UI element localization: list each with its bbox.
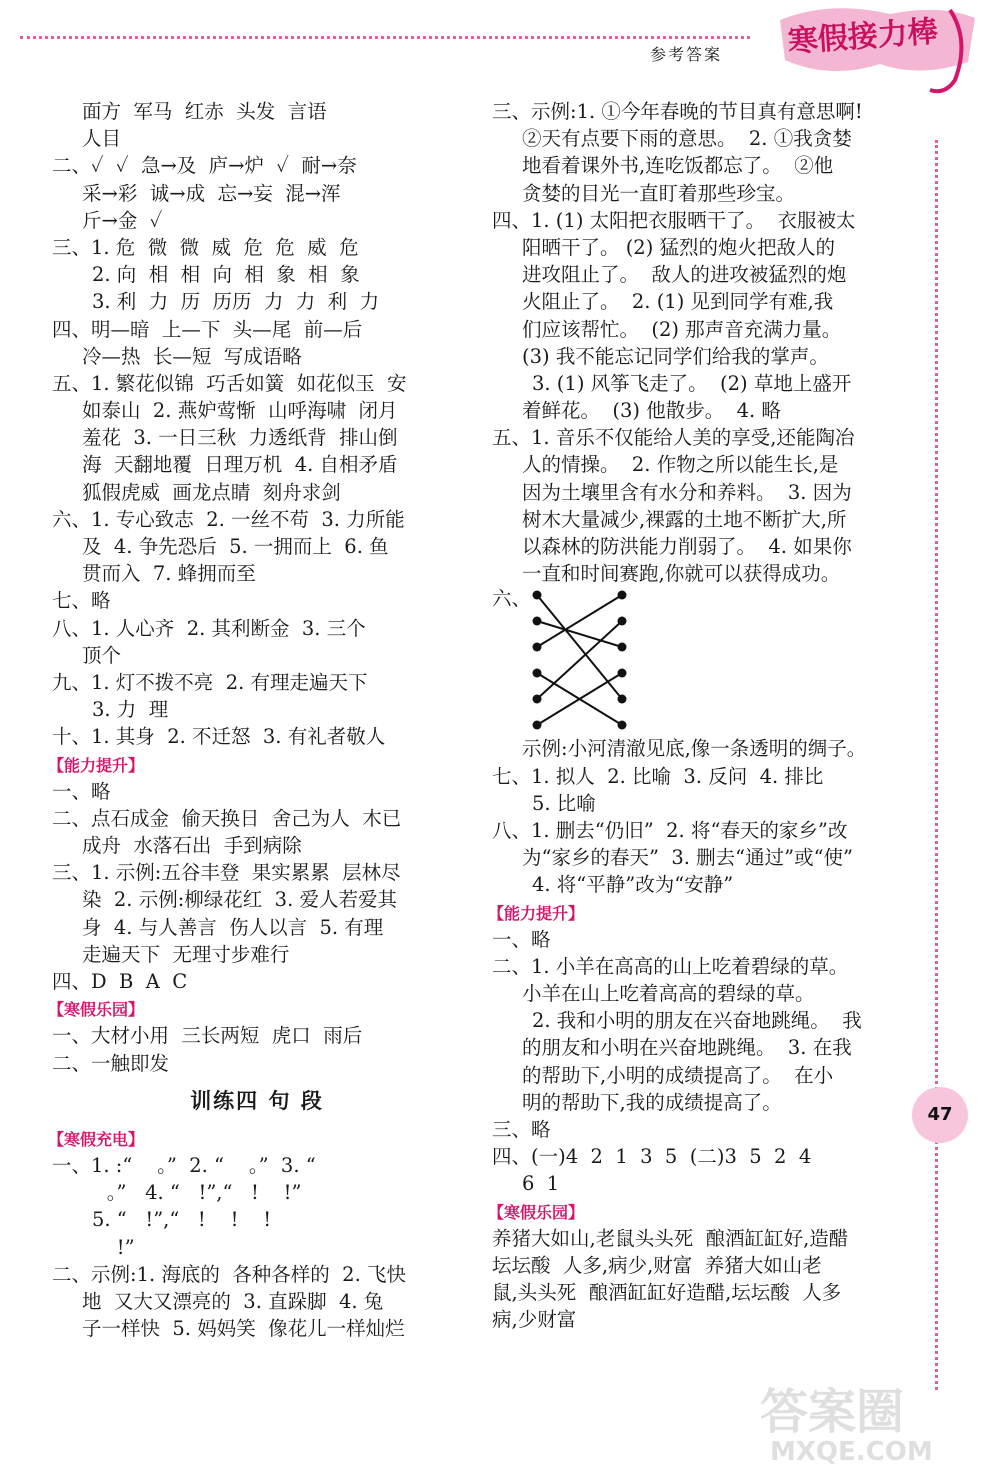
answer-line: 一、略 bbox=[52, 779, 111, 803]
answer-line: 海 天翻地覆 日理万机 4. 自相矛盾 bbox=[82, 453, 398, 477]
answer-line: 人目 bbox=[82, 127, 122, 151]
answer-line: 走遍天下 无理寸步难行 bbox=[82, 942, 290, 966]
match-dot-right bbox=[618, 591, 627, 600]
answer-line: 羞花 3. 一日三秋 力透纸背 排山倒 bbox=[82, 426, 398, 450]
answer-line: 2. 向 相 相 向 相 象 相 象 bbox=[92, 263, 360, 287]
answer-line: 五、1. 繁花似锦 巧舌如簧 如花似玉 安 bbox=[52, 371, 407, 395]
side-dotted-rule bbox=[935, 140, 938, 1390]
answer-line: 小羊在山上吃着高高的碧绿的草。 bbox=[522, 982, 815, 1006]
answer-line: (3) 我不能忘记同学们给我的掌声。 bbox=[522, 344, 829, 368]
answer-line: 因为土壤里含有水分和养料。 3. 因为 bbox=[522, 480, 852, 504]
answer-line: 冷—热 长—短 写成语略 bbox=[82, 344, 302, 368]
section-tag-label: 【寒假充电】 bbox=[48, 1129, 145, 1149]
answer-line: 一、大材小用 三长两短 虎口 雨后 bbox=[52, 1024, 363, 1048]
answer-line: 坛坛酸 人多,病少,财富 养猪大如山老 bbox=[492, 1253, 822, 1277]
match-dot-left bbox=[533, 591, 542, 600]
answer-line: 地 又大又漂亮的 3. 直跺脚 4. 兔 bbox=[82, 1289, 384, 1313]
answer-line: 阳晒干了。 (2) 猛烈的炮火把敌人的 bbox=[522, 235, 836, 259]
answer-line: 3. 利 力 历 历历 力 力 利 力 bbox=[92, 290, 380, 314]
answer-line: 八、1. 人心齐 2. 其利断金 3. 三个 bbox=[52, 616, 366, 640]
answer-line: 九、1. 灯不拨不亮 2. 有理走遍天下 bbox=[52, 670, 368, 694]
answer-line: 进攻阻止了。 敌人的进攻被猛烈的炮 bbox=[522, 263, 847, 287]
right-column-bottom bbox=[488, 735, 932, 1333]
answer-line: 四、1. (1) 太阳把衣服晒干了。 衣服被太 bbox=[492, 208, 856, 232]
watermark-text-url: MXQE.COM bbox=[770, 1437, 933, 1465]
answer-line: 鼠,头头死 酿酒缸缸好造醋,坛坛酸 人多 bbox=[492, 1281, 842, 1305]
answer-line: 六、1. 专心致志 2. 一丝不苟 3. 力所能 bbox=[52, 507, 405, 531]
answer-line: 身 4. 与人善言 伤人以言 5. 有理 bbox=[82, 915, 384, 939]
answer-line: 6 1 bbox=[522, 1172, 560, 1196]
answer-line: 4. 将“平静”改为“安静” bbox=[532, 873, 734, 897]
answer-line: 明的帮助下,我的成绩提高了。 bbox=[522, 1090, 782, 1114]
page-number: 47 bbox=[912, 1087, 968, 1143]
answer-line: 养猪大如山,老鼠头头死 酿酒缸缸好,造醋 bbox=[492, 1226, 849, 1250]
match-dot-right bbox=[618, 669, 627, 678]
answer-line: 为“家乡的春天” 3. 删去“通过”或“使” bbox=[522, 846, 854, 870]
answer-line: 二、一触即发 bbox=[52, 1051, 170, 1075]
answer-line: 二、点石成金 偷天换日 舍己为人 木已 bbox=[52, 806, 402, 830]
answer-line: 三、略 bbox=[492, 1118, 551, 1141]
answer-line: 八、1. 删去“仍旧” 2. 将“春天的家乡”改 bbox=[492, 818, 848, 842]
answer-line: 如泰山 2. 燕妒莺惭 山呼海啸 闭月 bbox=[82, 399, 398, 423]
answer-line: 及 4. 争先恐后 5. 一拥而上 6. 鱼 bbox=[82, 535, 389, 558]
left-column bbox=[48, 98, 462, 1342]
answer-line: 四、D B A C bbox=[52, 970, 188, 993]
answer-line: 顶个 bbox=[82, 643, 122, 667]
answer-line: 的帮助下,小明的成绩提高了。 在小 bbox=[522, 1063, 834, 1087]
section-tag bbox=[48, 1125, 462, 1152]
answer-line: 以森林的防洪能力削弱了。 4. 如果你 bbox=[522, 535, 852, 558]
section-title: 训练四 句 段 bbox=[190, 1088, 324, 1113]
section-tag bbox=[488, 1198, 932, 1225]
answer-line: 四、明—暗 上—下 头—尾 前—后 bbox=[52, 317, 363, 341]
answer-line: 2. 我和小明的朋友在兴奋地跳绳。 我 bbox=[532, 1009, 862, 1033]
answer-line: 二、1. 小羊在高高的山上吃着碧绿的草。 bbox=[492, 954, 849, 978]
answer-line: 5. 比喻 bbox=[532, 791, 596, 815]
match-dot-left bbox=[533, 669, 542, 678]
answer-line: 斤→金 ✓ bbox=[82, 208, 163, 232]
answer-line: 三、示例:1. ①今年春晚的节目真有意思啊! bbox=[492, 100, 863, 123]
answer-line: 面方 军马 红赤 头发 言语 bbox=[82, 100, 327, 123]
answer-line: ②天有点要下雨的意思。 2. ①我贪婪 bbox=[522, 127, 852, 151]
answer-line: 贪婪的目光一直盯着那些珍宝。 bbox=[522, 181, 796, 205]
match-line bbox=[537, 595, 622, 647]
match-dot-left bbox=[533, 643, 542, 652]
answer-line: 三、1. 危 微 微 威 危 危 威 危 bbox=[52, 235, 359, 259]
match-line bbox=[537, 595, 622, 699]
answer-line: !” bbox=[92, 1235, 135, 1259]
answer-line: 着鲜花。 (3) 他散步。 4. 略 bbox=[522, 399, 781, 423]
watermark-text-cn: 答案圈 bbox=[760, 1384, 905, 1440]
answer-line: 十、1. 其身 2. 不迁怒 3. 有礼者敬人 bbox=[52, 725, 386, 749]
answer-line: 七、1. 拟人 2. 比喻 3. 反问 4. 排比 bbox=[492, 764, 824, 788]
header-dotted-rule bbox=[20, 36, 750, 39]
matching-lines bbox=[517, 585, 657, 735]
section-tag bbox=[488, 899, 932, 926]
match-dot-left bbox=[533, 721, 542, 730]
answer-line: 人的情操。 2. 作物之所以能生长,是 bbox=[522, 453, 839, 477]
match-dot-left bbox=[533, 617, 542, 626]
answer-line: 三、1. 示例:五谷丰登 果实累累 层林尽 bbox=[52, 861, 401, 885]
answer-line: 一、1. :“ 。” 2. “ 。” 3. “ bbox=[52, 1153, 316, 1177]
section-tag bbox=[48, 751, 462, 778]
section-tag-label: 【寒假乐园】 bbox=[48, 1000, 145, 1020]
answer-line: 。” 4. “ !”,“ ! !” bbox=[82, 1181, 302, 1205]
match-dot-right bbox=[618, 643, 627, 652]
right-column-top bbox=[492, 98, 932, 587]
section-tag-label: 【能力提升】 bbox=[48, 755, 145, 775]
match-dot-right bbox=[618, 695, 627, 704]
right-column bbox=[488, 98, 932, 1334]
answer-line: 染 2. 示例:柳绿花红 3. 爱人若爱其 bbox=[82, 888, 397, 912]
watermark-logo bbox=[760, 1370, 990, 1465]
answer-line: 一、略 bbox=[492, 927, 551, 951]
answer-line: 地看着课外书,连吃饭都忘了。 ②他 bbox=[522, 154, 834, 178]
answer-line: 子一样快 5. 妈妈笑 像花儿一样灿烂 bbox=[82, 1317, 405, 1341]
answer-line: 树木大量减少,裸露的土地不断扩大,所 bbox=[522, 507, 847, 531]
answer-line: 3. 力 理 bbox=[92, 698, 169, 722]
matching-label: 六、 bbox=[492, 587, 532, 611]
section-tag-label: 【寒假乐园】 bbox=[488, 1202, 585, 1222]
answer-line: 示例:小河清澈见底,像一条透明的绸子。 bbox=[522, 737, 867, 761]
header-label: 参考答案 bbox=[650, 45, 723, 64]
answer-line: 5. “ !”,“ ! ! ! bbox=[92, 1208, 272, 1232]
logo-text: 寒假接力棒 bbox=[786, 14, 939, 60]
answer-line: 们应该帮忙。 (2) 那声音充满力量。 bbox=[522, 317, 842, 341]
answer-line: 成舟 水落石出 手到病除 bbox=[82, 834, 302, 858]
match-dot-left bbox=[533, 695, 542, 704]
answer-line: 狐假虎威 画龙点睛 刻舟求剑 bbox=[82, 480, 341, 504]
match-dot-right bbox=[618, 721, 627, 730]
answer-line: 四、(一)4 2 1 3 5 (二)3 5 2 4 bbox=[492, 1145, 812, 1169]
answer-line: 贯而入 7. 蜂拥而至 bbox=[82, 562, 256, 586]
section-tag bbox=[48, 995, 462, 1022]
answer-line: 火阻止了。 2. (1) 见到同学有难,我 bbox=[522, 290, 834, 314]
answer-line: 二、✓ ✓ 急→及 庐→炉 ✓ 耐→奈 bbox=[52, 154, 357, 178]
logo bbox=[770, 0, 980, 100]
section-tag-label: 【能力提升】 bbox=[488, 903, 585, 923]
match-line bbox=[537, 621, 622, 699]
answer-line: 的朋友和小明在兴奋地跳绳。 3. 在我 bbox=[522, 1036, 852, 1060]
answer-line: 采→彩 诚→成 忘→妄 混→浑 bbox=[82, 181, 341, 205]
answer-line: 一直和时间赛跑,你就可以获得成功。 bbox=[522, 562, 841, 586]
matching-exercise bbox=[492, 585, 932, 735]
answer-line: 二、示例:1. 海底的 各种各样的 2. 飞快 bbox=[52, 1262, 406, 1286]
answer-line: 七、略 bbox=[52, 589, 111, 613]
answer-line: 病,少财富 bbox=[492, 1308, 577, 1332]
answer-line: 3. (1) 风筝飞走了。 (2) 草地上盛开 bbox=[532, 371, 852, 395]
answer-line: 五、1. 音乐不仅能给人美的享受,还能陶冶 bbox=[492, 426, 855, 450]
match-dot-right bbox=[618, 617, 627, 626]
